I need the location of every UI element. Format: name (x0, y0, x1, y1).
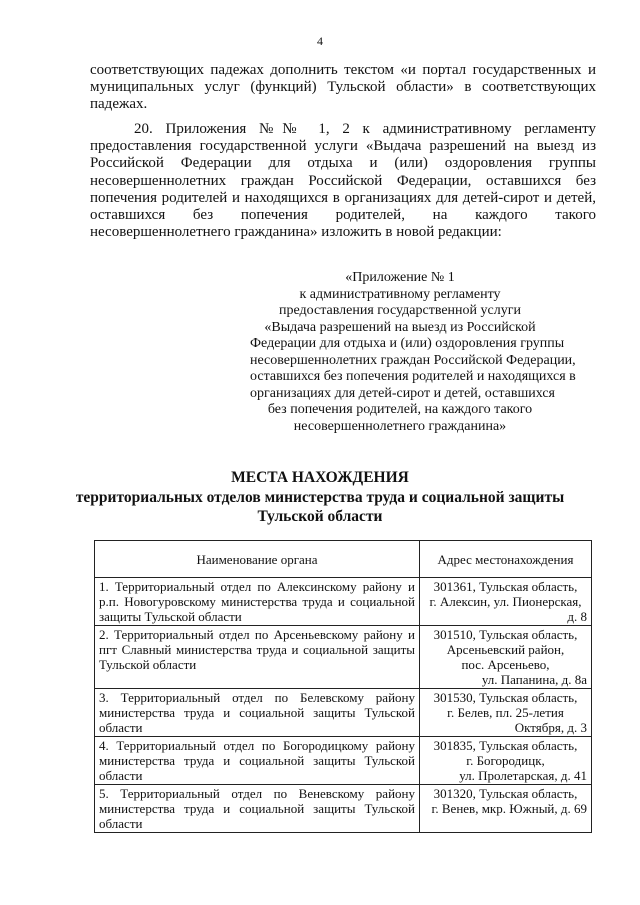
org-cell: 4. Территориальный отдел по Богородицкому району министерства труда и социальной защиты Тульской области (95, 737, 420, 785)
section-heading (0, 468, 640, 527)
address-line: 301320, Тульская область, (433, 786, 578, 801)
address-line: г. Богородицк, (466, 753, 545, 768)
column-header-address: Адрес местонахождения (420, 541, 592, 578)
address-line: г. Венев, мкр. Южный, д. 69 (431, 801, 587, 816)
org-cell: 5. Территориальный отдел по Веневскому району министерства труда и социальной защиты Тульской области (95, 785, 420, 833)
address-line: Арсеньевский район, (446, 642, 565, 657)
appendix-line: организациях для детей-сирот и детей, оставшихся (250, 385, 555, 401)
paragraph-continuation: соответствующих падежах дополнить текстом «и портал государственных и муниципальных услуг (функций) Тульской области» в соответствующих падежах. (90, 62, 596, 113)
appendix-line: несовершеннолетних граждан Российской Федерации, (250, 352, 576, 368)
address-cell (420, 578, 592, 626)
address-cell (420, 737, 592, 785)
address-line: ул. Пролетарская, д. 41 (459, 768, 587, 783)
locations-table (94, 540, 592, 833)
paragraph-20: 20. Приложения №№ 1, 2 к административному регламенту предоставления государственной услуги «Выдача разрешений на выезд из Российской Федерации для отдыха и (или) оздоровления группы несовершеннолетних граждан Российской Федерации, оставшихся без попечения родителей и находящихся в организациях для детей-сирот и детей, оставшихся без попечения родителей, на каждого такого несовершеннолетнего гражданина» изложить в новой редакции: (90, 121, 596, 241)
table-row (95, 737, 592, 785)
address-line: Октября, д. 3 (514, 720, 587, 735)
table-row (95, 626, 592, 689)
appendix-line: к административному регламенту (299, 286, 501, 302)
appendix-line: без попечения родителей, на каждого такого (267, 402, 533, 417)
table-row (95, 578, 592, 626)
org-cell: 1. Территориальный отдел по Алексинскому району и р.п. Новогуровскому министерства труда и социальной защиты Тульской области (95, 578, 420, 626)
heading-title: МЕСТА НАХОЖДЕНИЯ (231, 469, 409, 486)
address-line: пос. Арсеньево, (461, 657, 550, 672)
org-cell: 3. Территориальный отдел по Белевскому району министерства труда и социальной защиты Тульской области (95, 689, 420, 737)
table-row (95, 785, 592, 833)
column-header-org: Наименование органа (95, 541, 420, 578)
address-cell (420, 689, 592, 737)
address-line: г. Алексин, ул. Пионерская, (429, 594, 582, 609)
appendix-header (250, 270, 576, 435)
address-cell (420, 785, 592, 833)
appendix-line: «Приложение № 1 (345, 270, 455, 285)
address-line: 301510, Тульская область, (433, 627, 578, 642)
address-line: 301361, Тульская область, (433, 579, 578, 594)
appendix-line: предоставления государственной услуги (279, 303, 521, 318)
appendix-line: несовершеннолетнего гражданина» (293, 418, 507, 434)
address-line: д. 8 (567, 609, 587, 624)
address-line: ул. Папанина, д. 8а (481, 672, 587, 687)
appendix-line: оставшихся без попечения родителей и находящихся в (250, 369, 576, 384)
table-header-row (95, 541, 592, 578)
page-number: 4 (317, 34, 323, 48)
address-line: 301530, Тульская область, (433, 690, 578, 705)
org-cell: 2. Территориальный отдел по Арсеньевскому району и пгт Славный министерства труда и социальной защиты Тульской области (95, 626, 420, 689)
address-line: г. Белев, пл. 25-летия (447, 705, 564, 720)
heading-line-3: Тульской области (257, 508, 383, 525)
address-cell (420, 626, 592, 689)
table-row (95, 689, 592, 737)
appendix-line: Федерации для отдыха и (или) оздоровления группы (250, 336, 565, 351)
address-line: 301835, Тульская область, (433, 738, 578, 753)
heading-line-2: территориальных отделов министерства труда и социальной защиты (75, 488, 565, 506)
appendix-line: «Выдача разрешений на выезд из Российской (264, 319, 536, 335)
